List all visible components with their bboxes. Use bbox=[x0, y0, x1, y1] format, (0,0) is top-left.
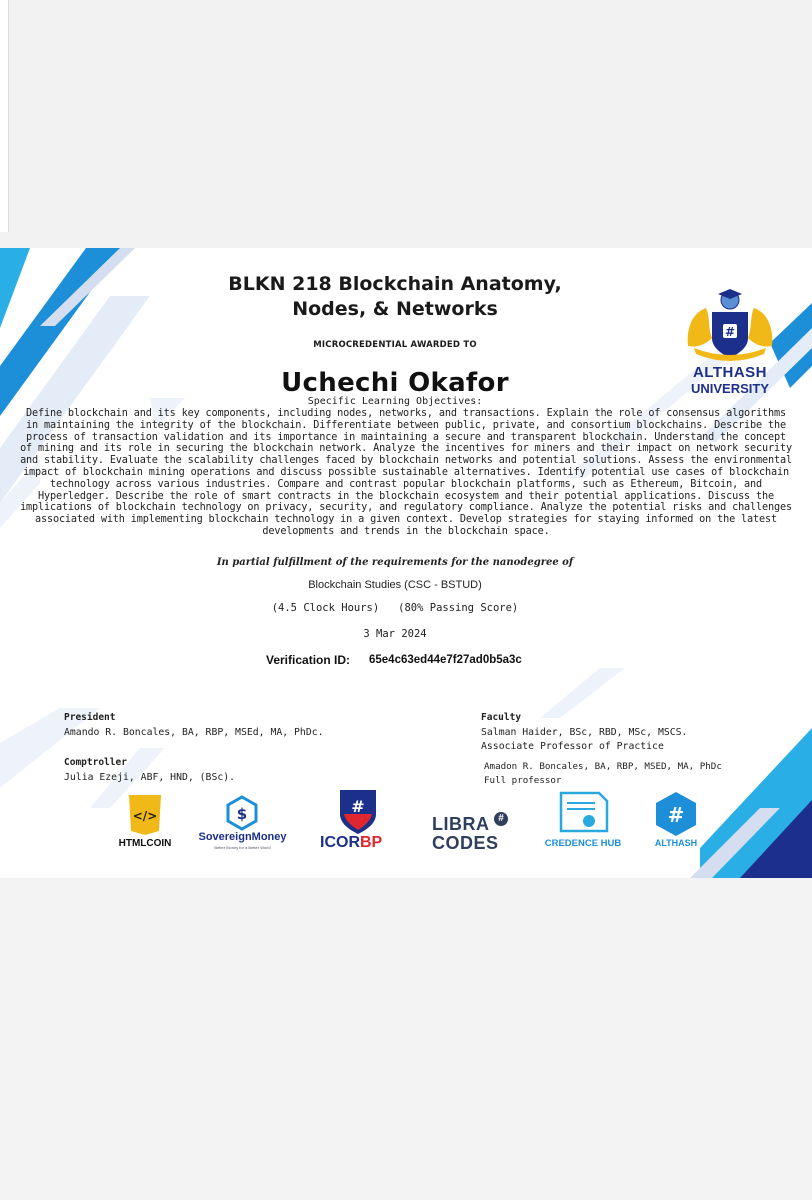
page-background-bottom bbox=[0, 878, 812, 1200]
awarded-label: MICROCREDENTIAL AWARDED TO bbox=[313, 340, 477, 350]
university-name-line1: ALTHASH bbox=[692, 364, 768, 381]
htmlcoin-logo bbox=[110, 793, 180, 853]
certificate bbox=[0, 248, 812, 878]
icorbp-label-b: BP bbox=[360, 834, 383, 851]
sovereign-money-icon bbox=[195, 795, 290, 831]
verification-label: Verification ID: bbox=[266, 653, 351, 667]
page-background-top bbox=[0, 0, 812, 248]
paper-edge bbox=[0, 0, 9, 232]
university-logo bbox=[680, 286, 780, 398]
course-title: BLKN 218 Blockchain Anatomy, Nodes, & Networks bbox=[228, 273, 562, 320]
recipient-name: Uchechi Okafor bbox=[281, 368, 509, 398]
professor-block bbox=[484, 760, 722, 788]
icorbp-label bbox=[320, 834, 398, 852]
codes-label: CODES bbox=[432, 833, 499, 853]
comptroller-name: Julia Ezeji, ABF, HND, (BSc). bbox=[64, 772, 236, 783]
libra-hash-icon: # bbox=[494, 812, 508, 826]
issue-date: 3 Mar 2024 bbox=[363, 628, 427, 640]
sovereign-money-glyph: $ bbox=[236, 805, 248, 823]
icorbp-logo bbox=[318, 788, 398, 853]
program-name: Blockchain Studies (CSC - BSTUD) bbox=[308, 579, 482, 591]
faculty-title: Associate Professor of Practice bbox=[481, 741, 664, 752]
president-role: President bbox=[64, 712, 116, 723]
professor-name: Amadon R. Boncales, BA, RBP, MSED, MA, PhDc bbox=[484, 761, 722, 772]
credence-hub-label: CREDENCE HUB bbox=[544, 838, 622, 849]
libra-label: LIBRA bbox=[432, 814, 490, 834]
president-block bbox=[64, 712, 324, 740]
icorbp-shield-icon bbox=[318, 788, 398, 834]
verification-id: 65e4c63ed44e7f27ad0b5a3c bbox=[369, 654, 522, 666]
htmlcoin-label: HTMLCOIN bbox=[118, 838, 172, 849]
libra-codes-logo bbox=[432, 814, 512, 854]
althash-label: ALTHASH bbox=[654, 838, 698, 848]
sovereign-money-logo bbox=[195, 795, 290, 855]
icorbp-label-a: ICOR bbox=[320, 834, 360, 851]
objectives-heading: Specific Learning Objectives: bbox=[307, 396, 483, 407]
university-name-line2: UNIVERSITY bbox=[690, 381, 769, 396]
objectives-text: Define blockchain and its key components, including nodes, networks, and transactions. Explain the role of consensus algorithms in maintaining the integrity of the blockchain. Differentiate between public, private, and consortium blockchains. Describe the process of transaction validation and its importance in maintaining a secure and transparent blockchain. Understand the concept of mining and its role in securing the blockchain network. Analyze the incentives for miners and their impact on network security and stability. Evaluate the scalability challenges faced by blockchain networks and potential solutions. Assess the environmental impact of blockchain mining operations and discuss possible sustainable alternatives. Identify potential use cases of blockchain technology across various industries. Compare and contrast popular blockchain platforms, such as Ethereum, Bitcoin, and Hyperledger. Describe the role of smart contracts in the blockchain ecosystem and their potential applications. Discuss the implications of blockchain technology on privacy, security, and regulatory compliance. Analyze the potential risks and challenges associated with implementing blockchain technology in a given context. Develop strategies for staying informed on the latest developments and trends in the blockchain space. bbox=[20, 408, 792, 537]
comptroller-block bbox=[64, 757, 235, 785]
faculty-role: Faculty bbox=[481, 712, 522, 723]
htmlcoin-icon bbox=[110, 793, 180, 837]
htmlcoin-glyph: </> bbox=[132, 809, 158, 823]
althash-glyph: # bbox=[667, 803, 685, 827]
althash-hexagon-icon bbox=[646, 790, 706, 836]
althash-logo bbox=[646, 790, 706, 854]
sovereign-money-label: SovereignMoney bbox=[198, 831, 287, 843]
credence-hub-logo bbox=[543, 791, 623, 853]
faculty-block bbox=[481, 712, 687, 754]
crest-icon bbox=[680, 286, 780, 362]
faculty-name: Salman Haider, BSc, RBD, MSc, MSCS. bbox=[481, 727, 688, 738]
partial-fulfillment-text: In partial fulfillment of the requirements for the nanodegree of bbox=[216, 557, 574, 568]
hours-and-score: (4.5 Clock Hours) (80% Passing Score) bbox=[271, 602, 519, 614]
certificate-document-icon bbox=[543, 791, 623, 835]
president-name: Amando R. Boncales, BA, RBP, MSEd, MA, PhDc. bbox=[64, 727, 324, 738]
svg-text:#: # bbox=[724, 325, 736, 339]
icorbp-glyph: # bbox=[351, 797, 365, 816]
professor-title: Full professor bbox=[484, 775, 562, 786]
sovereign-money-tagline: Better Money for a Better World bbox=[214, 845, 271, 850]
comptroller-role: Comptroller bbox=[64, 757, 127, 768]
